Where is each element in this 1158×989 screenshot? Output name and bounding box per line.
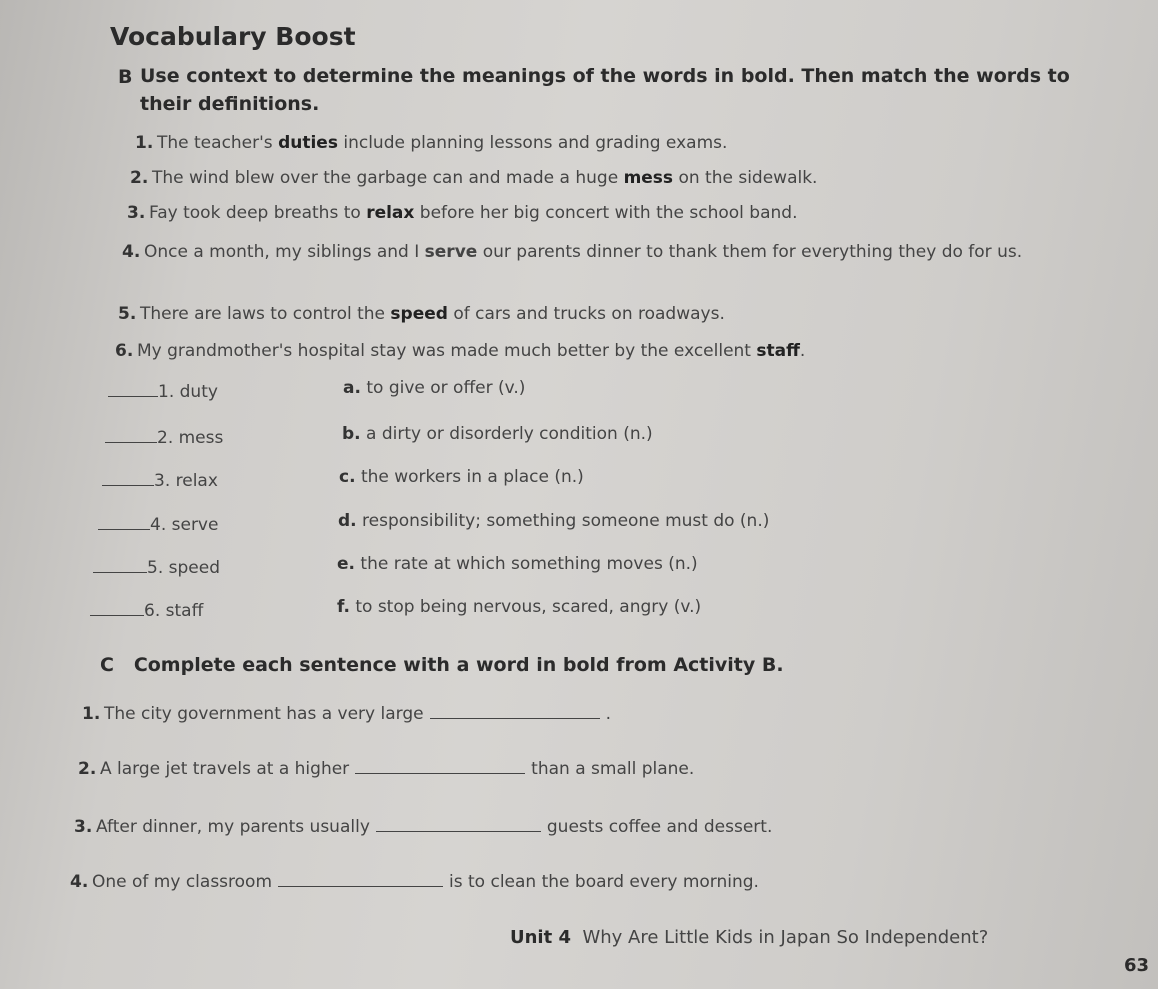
match-row-6: 6. staff f. to stop being nervous, scared, angry (v.) xyxy=(90,597,203,621)
fill-sentence-1: 1. The city government has a very large . xyxy=(82,700,611,724)
fill-blank[interactable] xyxy=(355,755,525,774)
definition-e: e. the rate at which something moves (n.) xyxy=(337,554,698,574)
sentence-5: 5. There are laws to control the speed of cars and trucks on roadways. xyxy=(118,304,725,324)
fill-blank[interactable] xyxy=(430,700,600,719)
answer-blank[interactable] xyxy=(93,554,147,573)
page-title: Vocabulary Boost xyxy=(110,22,356,51)
answer-blank[interactable] xyxy=(102,467,154,486)
definition-c: c. the workers in a place (n.) xyxy=(339,467,584,487)
sentence-3: 3. Fay took deep breaths to relax before her big concert with the school band. xyxy=(127,203,798,223)
section-b-letter: B xyxy=(118,66,133,88)
sentence-4: 4. Once a month, my siblings and I serve our parents dinner to thank them for everything they do for us. xyxy=(122,242,1023,262)
match-row-2: 2. mess b. a dirty or disorderly condition (n.) xyxy=(105,424,223,448)
fill-sentence-4: 4. One of my classroom is to clean the board every morning. xyxy=(70,868,759,892)
fill-blank[interactable] xyxy=(278,868,443,887)
answer-blank[interactable] xyxy=(90,597,144,616)
match-row-5: 5. speed e. the rate at which something moves (n.) xyxy=(93,554,220,578)
answer-blank[interactable] xyxy=(108,378,158,397)
sentence-6: 6. My grandmother's hospital stay was made much better by the excellent staff. xyxy=(115,341,806,361)
definition-d: d. responsibility; something someone must do (n.) xyxy=(338,511,770,531)
fill-blank[interactable] xyxy=(376,813,541,832)
fill-sentence-2: 2. A large jet travels at a higher than a small plane. xyxy=(78,755,694,779)
match-row-3: 3. relax c. the workers in a place (n.) xyxy=(102,467,218,491)
definition-f: f. to stop being nervous, scared, angry (v.) xyxy=(337,597,702,617)
match-row-1: 1. duty a. to give or offer (v.) xyxy=(108,378,218,402)
section-b-instructions: Use context to determine the meanings of the words in bold. Then match the words to their definitions. xyxy=(140,65,1070,115)
section-c-header: C Complete each sentence with a word in bold from Activity B. xyxy=(100,654,784,676)
answer-blank[interactable] xyxy=(98,511,150,530)
definition-b: b. a dirty or disorderly condition (n.) xyxy=(342,424,653,444)
page-footer: Unit 4 Why Are Little Kids in Japan So Independent? xyxy=(510,927,989,948)
page-number: 63 xyxy=(1124,955,1150,976)
sentence-2: 2. The wind blew over the garbage can and made a huge mess on the sidewalk. xyxy=(130,168,818,188)
match-row-4: 4. serve d. responsibility; something someone must do (n.) xyxy=(98,511,218,535)
fill-sentence-3: 3. After dinner, my parents usually guests coffee and dessert. xyxy=(74,813,772,837)
answer-blank[interactable] xyxy=(105,424,157,443)
definition-a: a. to give or offer (v.) xyxy=(343,378,526,398)
sentence-1: 1. The teacher's duties include planning lessons and grading exams. xyxy=(135,133,728,153)
